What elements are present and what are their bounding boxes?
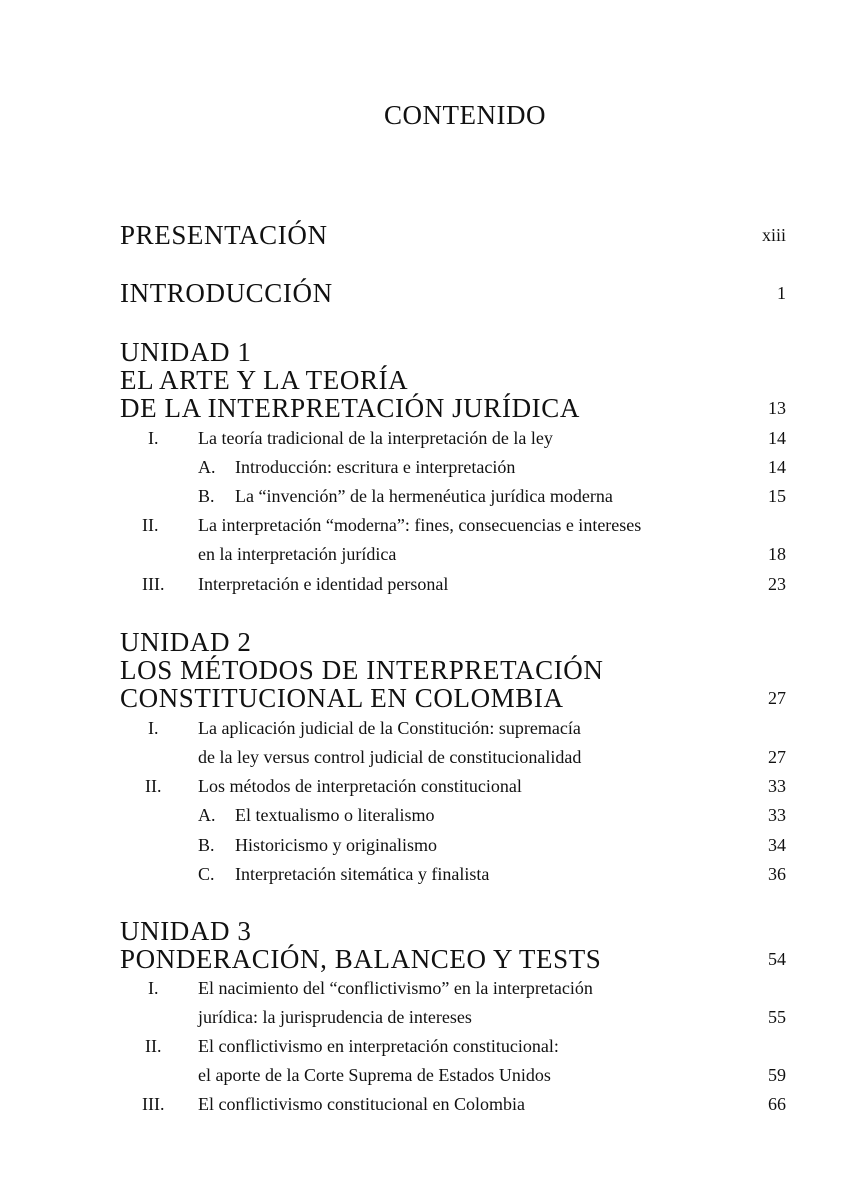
- entry-title: La teoría tradicional de la interpretación de la ley: [198, 428, 553, 448]
- entry-title: Interpretación sitemática y finalista: [235, 864, 490, 884]
- entry-title: Interpretación e identidad personal: [198, 574, 449, 594]
- entry-title: El textualismo o literalismo: [235, 805, 435, 825]
- entry-page: 15: [768, 486, 786, 506]
- entry-number: A.: [198, 457, 216, 477]
- entry-page: 14: [768, 457, 786, 477]
- entry-page: 27: [768, 747, 786, 767]
- toc-page-presentacion: xiii: [761, 225, 786, 245]
- entry-title: El nacimiento del “conflictivismo” en la interpretación: [198, 978, 593, 998]
- unit-heading-line: LOS MÉTODOS DE INTERPRETACIÓN: [120, 655, 604, 685]
- entry-page: 33: [768, 776, 786, 796]
- entry-title: La “invención” de la hermenéutica jurídica moderna: [235, 486, 613, 506]
- unit-heading-line: CONSTITUCIONAL EN COLOMBIA: [120, 683, 564, 713]
- entry-page: 55: [768, 1007, 786, 1027]
- entry-page: 14: [768, 428, 786, 448]
- toc-page-introduccion: 1: [777, 283, 786, 303]
- entry-title: La aplicación judicial de la Constitución: supremacía: [198, 718, 581, 738]
- entry-number: A.: [198, 805, 216, 825]
- entry-page: 66: [768, 1094, 786, 1114]
- entry-number: B.: [198, 486, 215, 506]
- entry-title: Historicismo y originalismo: [235, 835, 437, 855]
- unit-heading-line: DE LA INTERPRETACIÓN JURÍDICA: [120, 393, 580, 423]
- entry-number: B.: [198, 835, 215, 855]
- page-title: CONTENIDO: [384, 100, 546, 130]
- unit-heading-line: UNIDAD 2: [120, 627, 252, 657]
- entry-number: II.: [145, 1036, 162, 1056]
- entry-number: I.: [148, 428, 159, 448]
- entry-title-continued: en la interpretación jurídica: [198, 544, 397, 564]
- entry-title-continued: de la ley versus control judicial de constitucionalidad: [198, 747, 582, 767]
- entry-title: Los métodos de interpretación constitucional: [198, 776, 522, 796]
- entry-title-continued: jurídica: la jurisprudencia de intereses: [198, 1007, 472, 1027]
- entry-page: 33: [768, 805, 786, 825]
- unit-heading-line: UNIDAD 3: [120, 916, 252, 946]
- entry-number: III.: [142, 1094, 165, 1114]
- toc-heading-introduccion: INTRODUCCIÓN: [120, 278, 333, 308]
- entry-number: III.: [142, 574, 165, 594]
- entry-page: 18: [768, 544, 786, 564]
- entry-number: I.: [148, 718, 159, 738]
- entry-title: El conflictivismo en interpretación constitucional:: [198, 1036, 559, 1056]
- entry-number: II.: [145, 776, 162, 796]
- entry-number: C.: [198, 864, 215, 884]
- entry-number: II.: [142, 515, 159, 535]
- entry-title-continued: el aporte de la Corte Suprema de Estados Unidos: [198, 1065, 551, 1085]
- entry-title: La interpretación “moderna”: fines, consecuencias e intereses: [198, 515, 642, 535]
- entry-page: 59: [768, 1065, 786, 1085]
- unit-page: 54: [768, 949, 786, 969]
- unit-heading-line: PONDERACIÓN, BALANCEO Y TESTS: [120, 944, 602, 974]
- toc-heading-presentacion: PRESENTACIÓN: [120, 220, 328, 250]
- entry-page: 36: [768, 864, 786, 884]
- entry-number: I.: [148, 978, 159, 998]
- entry-page: 34: [768, 835, 786, 855]
- unit-page: 13: [768, 398, 786, 418]
- unit-page: 27: [768, 688, 786, 708]
- entry-title: Introducción: escritura e interpretación: [235, 457, 516, 477]
- unit-heading-line: UNIDAD 1: [120, 337, 252, 367]
- entry-title: El conflictivismo constitucional en Colombia: [198, 1094, 525, 1114]
- entry-page: 23: [768, 574, 786, 594]
- unit-heading-line: EL ARTE Y LA TEORÍA: [120, 365, 409, 395]
